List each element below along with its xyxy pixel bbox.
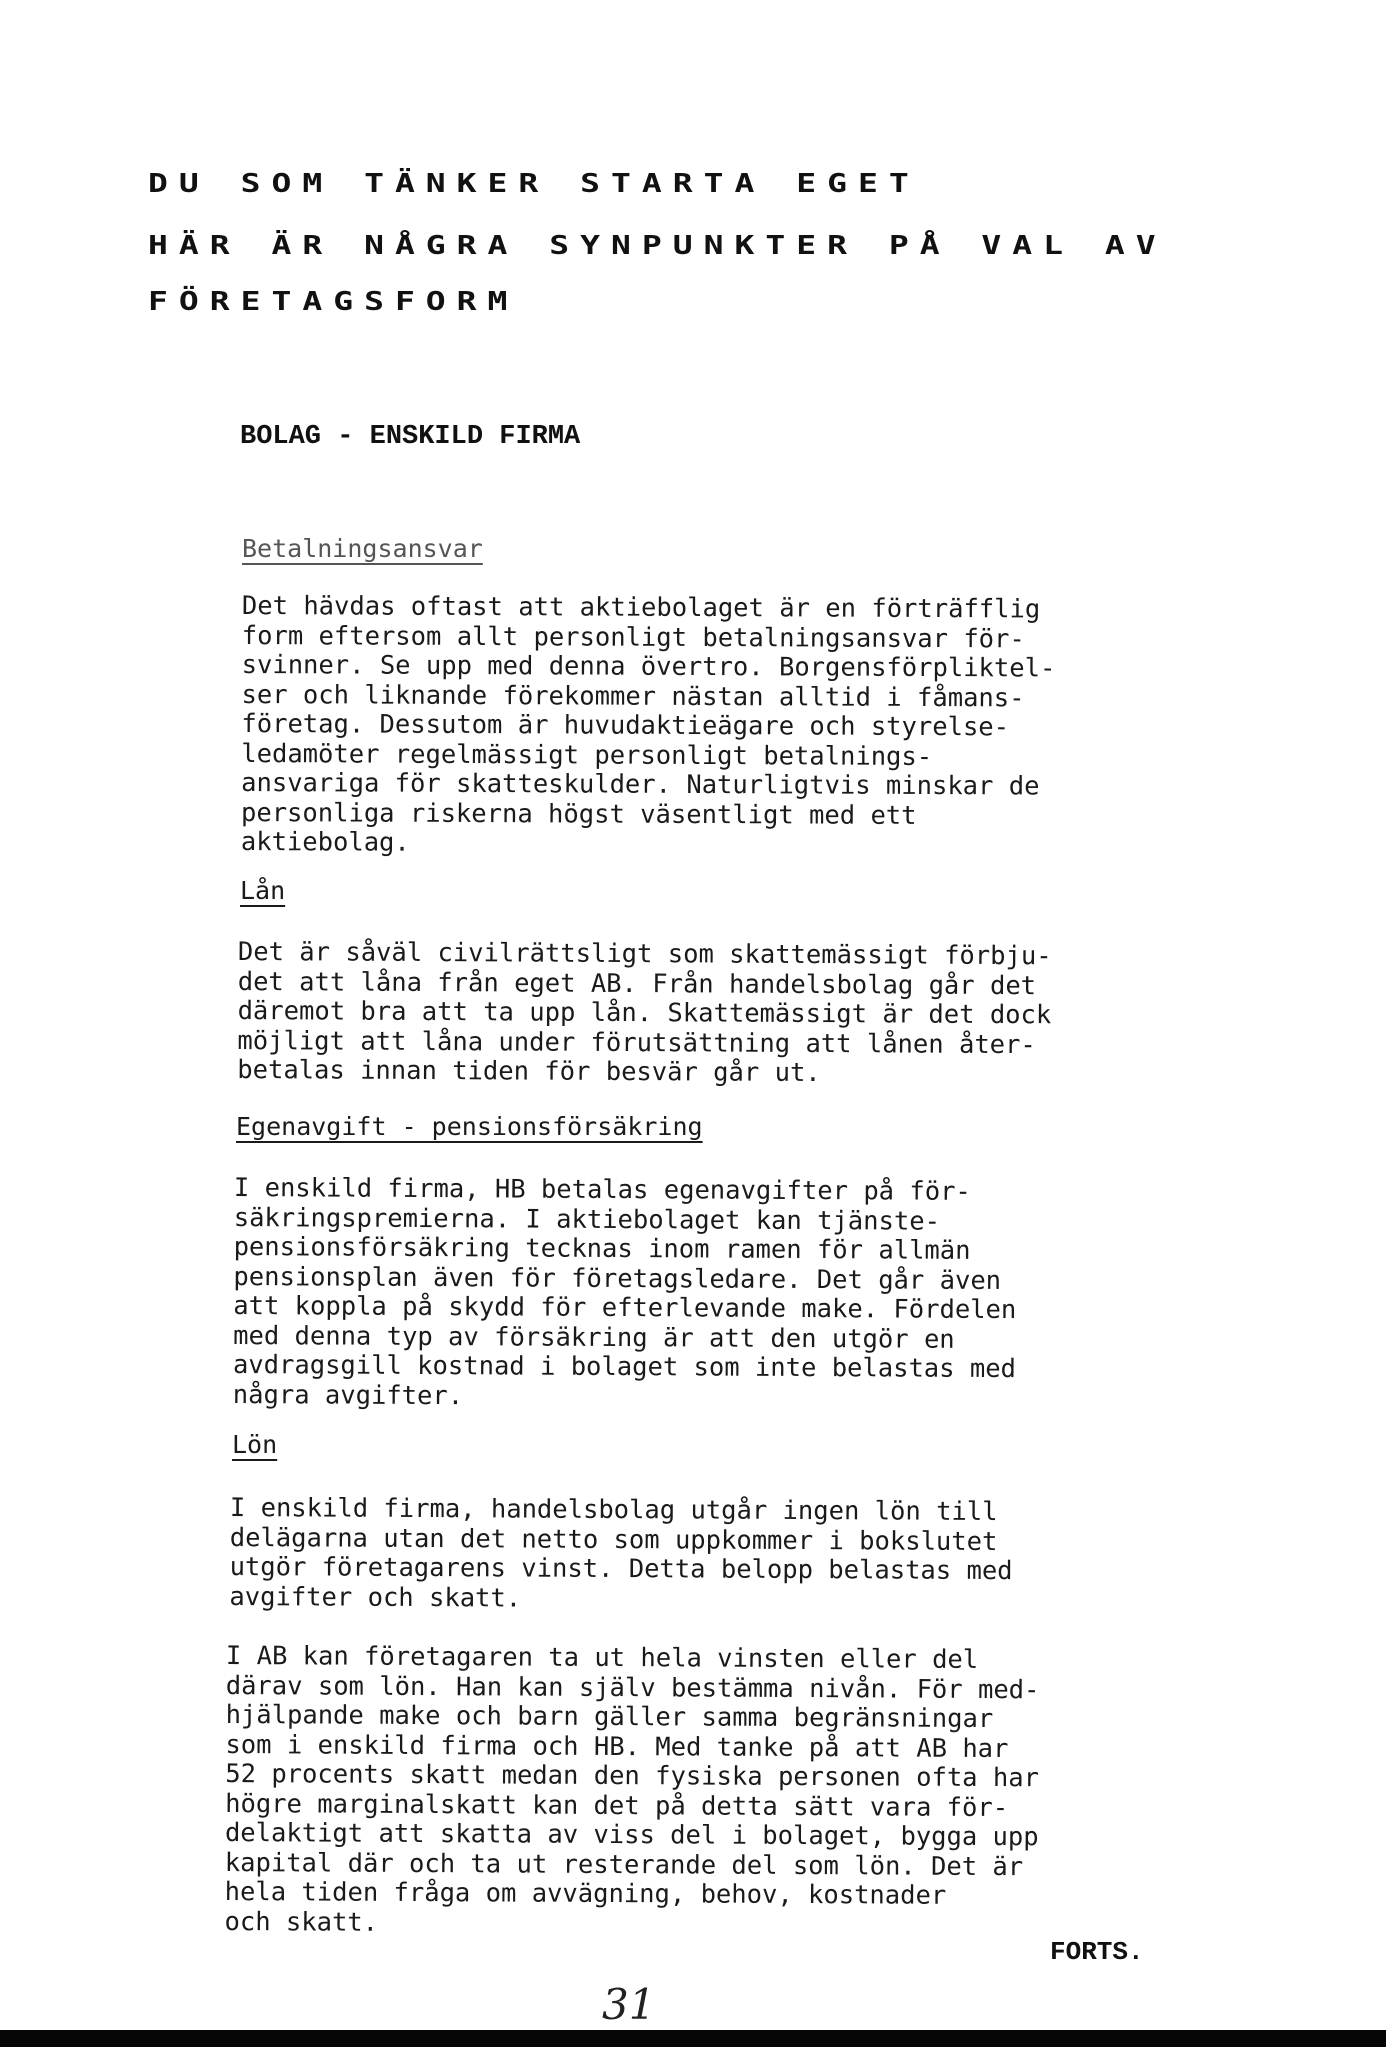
subheading-lon: Lön: [232, 1430, 278, 1459]
paragraph-lon-1: I enskild firma, handelsbolag utgår ingen lön till delägarna utan det netto som uppkommer i bokslutet utgör företagarens vinst. Detta belopp belastas med avgifter och skatt.: [229, 1493, 1013, 1614]
paragraph-egenavgift: I enskild firma, HB betalas egenavgifter på för- säkringspremierna. I aktiebolaget kan tjänste- pensionsförsäkring tecknas inom ramen för allmän pensionsplan även för företagsledare. Det går även att koppla på skydd för efterlevande make. Fördelen med denna typ av försäkring är att den utgör en avdragsgill kostnad i bolaget som inte belastas med några avgifter.: [232, 1173, 1017, 1411]
paragraph-betalningsansvar: Det hävdas oftast att aktiebolaget är en förträfflig form eftersom allt personligt betalningsansvar för- svinner. Se upp med denna övertro. Borgensförpliktel- ser och liknande förekommer nästan alltid i fåmans- företag. Dessutom är huvudaktieägare och styrelse- ledamöter regelmässigt personligt betalnings- ansvariga för skatteskulder. Naturligtvis minskar de personliga riskerna högst väsentligt med ett aktiebolag.: [240, 591, 1056, 858]
page-number: 31: [602, 1980, 656, 2029]
heading-line-2: HÄR ÄR NÅGRA SYNPUNKTER PÅ VAL AV: [148, 230, 1167, 261]
continued-label: FORTS.: [1050, 1937, 1144, 1967]
subheading-betalningsansvar: Betalningsansvar: [242, 534, 483, 563]
subheading-egenavgift: Egenavgift - pensionsförsäkring: [236, 1112, 703, 1141]
paragraph-lan: Det är såväl civilrättsligt som skattemässigt förbju- det att låna från eget AB. Från handelsbolag går det däremot bra att ta upp lån. Skattemässigt är det dock möjligt att låna under förutsättning att lånen åter- betalas innan tiden för besvär går ut.: [237, 937, 1052, 1089]
scan-bottom-edge: [0, 2030, 1386, 2047]
paragraph-lon-2: I AB kan företagaren ta ut hela vinsten eller del därav som lön. Han kan själv bestämma nivån. För med- hjälpande make och barn gäller samma begränsningar som i enskild firma och HB. Med tanke på att AB har 52 procents skatt medan den fysiska personen ofta har högre marginalskatt kan det på detta sätt vara för- delaktigt att skatta av viss del i bolaget, bygga upp kapital där och ta ut resterande del som lön. Det är hela tiden fråga om avvägning, behov, kostnader och skatt.: [224, 1641, 1040, 1938]
heading-line-3: FÖRETAGSFORM: [148, 286, 519, 317]
subheading-lan: Lån: [240, 876, 286, 905]
section-title: BOLAG - ENSKILD FIRMA: [240, 422, 581, 452]
heading-line-1: DU SOM TÄNKER STARTA EGET: [148, 168, 920, 199]
